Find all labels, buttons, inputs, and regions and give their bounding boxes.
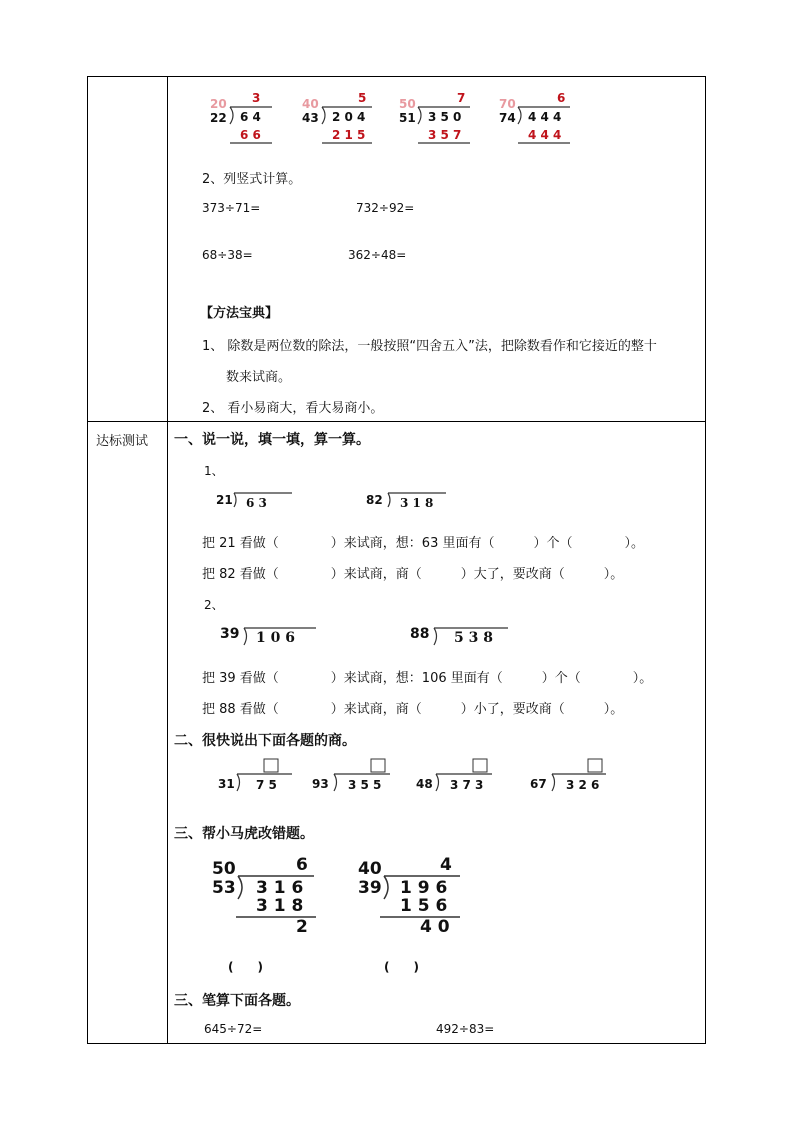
err2-remainder: 4 0 xyxy=(420,917,450,937)
err1-product: 3 1 8 xyxy=(256,896,304,916)
example3-divisor: 51 xyxy=(399,111,416,125)
err2-dividend: 1 9 6 xyxy=(400,878,448,898)
err1-remainder: 2 xyxy=(296,917,308,937)
quick2-divisor: 93 xyxy=(312,777,329,791)
calc-645-72: 645÷72= xyxy=(204,1022,263,1036)
example1-quotient: 3 xyxy=(252,91,261,105)
example4-quotient: 6 xyxy=(557,91,566,105)
section1-title: 一、说一说，填一填，算一算。 xyxy=(174,432,370,448)
err2-quotient: 4 xyxy=(440,855,452,875)
calc-373-71: 373÷71= xyxy=(202,201,261,215)
fill-line1: 把 21 看做（ ）来试商，想：63 里面有（ ）个（ ）。 xyxy=(202,536,644,551)
err2-hint: 40 xyxy=(358,859,382,879)
example2-product: 2 1 5 xyxy=(332,128,366,142)
item2-label: 2、列竖式计算。 xyxy=(202,172,302,187)
p1b-dividend: 3 1 8 xyxy=(400,496,434,510)
quick1-divisor: 31 xyxy=(218,777,235,791)
p1a-dividend: 6 3 xyxy=(246,496,267,510)
example3-hint: 50 xyxy=(399,97,416,111)
example3-product: 3 5 7 xyxy=(428,128,462,142)
quick1-dividend: 7 5 xyxy=(256,778,277,792)
section2-title: 二、很快说出下面各题的商。 xyxy=(174,733,356,749)
example2-quotient: 5 xyxy=(358,91,367,105)
err2-divisor: 39 xyxy=(358,878,382,898)
section1-item1: 1、 xyxy=(204,464,224,478)
calc-362-48: 362÷48= xyxy=(348,248,407,262)
p2a-dividend: 1 0 6 xyxy=(256,630,295,646)
p2a-divisor: 39 xyxy=(220,626,240,642)
example1-divisor: 22 xyxy=(210,111,227,125)
section3-title: 三、帮小马虎改错题。 xyxy=(174,826,314,842)
err1-dividend: 3 1 6 xyxy=(256,878,304,898)
example4-dividend: 4 4 4 xyxy=(528,110,562,124)
p1b-divisor: 82 xyxy=(366,493,383,507)
section1-item2: 2、 xyxy=(204,598,224,612)
example2-hint: 40 xyxy=(302,97,319,111)
calc-68-38: 68÷38= xyxy=(202,248,253,262)
example1-product: 6 6 xyxy=(240,128,261,142)
err1-quotient: 6 xyxy=(296,855,308,875)
quick2-dividend: 3 5 5 xyxy=(348,778,382,792)
err2-product: 1 5 6 xyxy=(400,896,448,916)
method-2: 2、 看小易商大，看大易商小。 xyxy=(202,401,384,416)
example1-hint: 20 xyxy=(210,97,227,111)
quick4-divisor: 67 xyxy=(530,777,547,791)
example4-divisor: 74 xyxy=(499,111,516,125)
calc-732-92: 732÷92= xyxy=(356,201,415,215)
p2b-dividend: 5 3 8 xyxy=(454,630,493,646)
calc-492-83: 492÷83= xyxy=(436,1022,495,1036)
quick3-dividend: 3 7 3 xyxy=(450,778,484,792)
fill-line3: 把 39 看做（ ）来试商，想：106 里面有（ ）个（ ）。 xyxy=(202,671,653,686)
example4-hint: 70 xyxy=(499,97,516,111)
err1-answer-paren[interactable]: ( ) xyxy=(228,960,263,974)
method-title: 【方法宝典】 xyxy=(200,306,279,321)
method-1-line2: 数来试商。 xyxy=(226,370,292,385)
quick4-dividend: 3 2 6 xyxy=(566,778,600,792)
fill-line4: 把 88 看做（ ）来试商，商（ ）小了，要改商（ ）。 xyxy=(202,702,624,717)
p2b-divisor: 88 xyxy=(410,626,430,642)
fill-line2: 把 82 看做（ ）来试商，商（ ）大了，要改商（ ）。 xyxy=(202,567,624,582)
example2-dividend: 2 0 4 xyxy=(332,110,366,124)
example3-dividend: 3 5 0 xyxy=(428,110,462,124)
example2-divisor: 43 xyxy=(302,111,319,125)
section4-title: 三、笔算下面各题。 xyxy=(174,993,300,1009)
p1a-divisor: 21 xyxy=(216,493,233,507)
err1-hint: 50 xyxy=(212,859,236,879)
example4-product: 4 4 4 xyxy=(528,128,562,142)
method-1-line1: 1、 除数是两位数的除法，一般按照“四舍五入”法，把除数看作和它接近的整十 xyxy=(202,339,657,354)
row-label-test: 达标测试 xyxy=(96,434,149,449)
example1-dividend: 6 4 xyxy=(240,110,261,124)
err1-divisor: 53 xyxy=(212,878,236,898)
example3-quotient: 7 xyxy=(457,91,466,105)
quick3-divisor: 48 xyxy=(416,777,433,791)
err2-answer-paren[interactable]: ( ) xyxy=(384,960,419,974)
